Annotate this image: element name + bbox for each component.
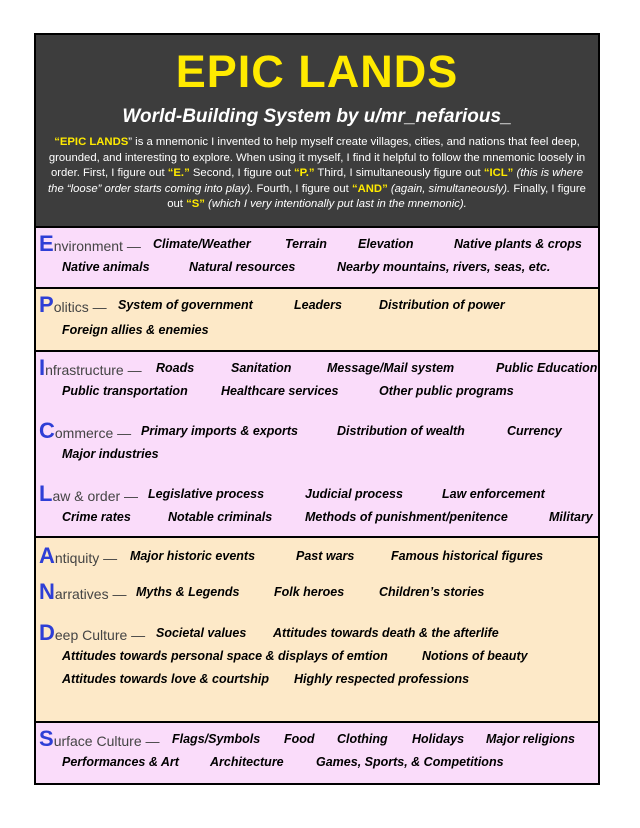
list-item: Currency — [507, 424, 562, 438]
mnemonic-letter: C — [39, 418, 55, 443]
intro-quote: “ — [54, 136, 60, 148]
header-panel — [36, 35, 598, 228]
list-item: Sanitation — [231, 361, 292, 375]
intro-key-e: “E.” — [167, 167, 190, 179]
intro-italic-1: (this is where the “loose” order starts coming into play). — [48, 167, 584, 195]
list-item: Holidays — [412, 732, 465, 746]
environment-row-1 — [36, 231, 598, 255]
infrastructure-row-2 — [36, 379, 598, 403]
intro-text-1: ” is a mnemonic I invented to help myself create villages, cities, and nations that feel deep, grounded, and interesting to explore. When using it myself, I find it helpful to follow the mnemonic loosely in order. First, I figure out — [48, 136, 586, 179]
list-item: Terrain — [285, 237, 327, 251]
section-environment — [36, 228, 598, 289]
subtitle: World-Building System by u/mr_nefarious_ — [122, 106, 512, 127]
mnemonic-letter: N — [39, 579, 55, 604]
section-surface-culture — [36, 723, 598, 783]
mnemonic-letter: A — [39, 543, 55, 568]
list-item: Distribution of wealth — [337, 424, 465, 438]
intro-key-icl: “ICL” — [483, 167, 514, 179]
list-item: Primary imports & exports — [141, 424, 298, 438]
list-item: Flags/Symbols — [172, 732, 261, 746]
intro-key-s: “S” — [186, 198, 205, 210]
list-item: Food — [284, 732, 315, 746]
list-item: Famous historical figures — [391, 549, 544, 563]
list-item: Children’s stories — [379, 585, 485, 599]
list-item: Major historic events — [130, 549, 256, 563]
section-icl — [36, 352, 598, 538]
category-law — [39, 481, 138, 507]
list-item: Attitudes towards death & the afterlife — [273, 626, 499, 640]
list-item: Myths & Legends — [136, 585, 240, 599]
list-item: Crime rates — [62, 510, 131, 524]
list-item: Architecture — [210, 755, 284, 769]
list-item: Other public programs — [379, 384, 514, 398]
category-rest: nvironment — — [53, 238, 141, 254]
mnemonic-letter: P — [39, 292, 54, 317]
list-item: Native plants & crops — [454, 237, 582, 251]
mnemonic-letter: E — [39, 231, 54, 256]
deep-culture-row-1 — [36, 620, 598, 644]
category-narratives — [39, 579, 126, 605]
intro-key-and: “AND” — [351, 182, 388, 195]
list-item: Foreign allies & enemies — [62, 323, 209, 337]
list-item: Societal values — [156, 626, 247, 640]
surface-culture-row-1 — [36, 726, 598, 750]
intro-epic-lands: EPIC LANDS — [59, 136, 129, 148]
intro-paragraph — [42, 135, 592, 213]
list-item: Folk heroes — [274, 585, 345, 599]
section-and — [36, 538, 598, 723]
category-rest: olitics — — [53, 299, 107, 315]
list-item: Message/Mail system — [327, 361, 455, 375]
intro-text-5: Finally, I figure out — [167, 182, 586, 210]
list-item: Legislative process — [148, 487, 265, 501]
list-item: Elevation — [358, 237, 414, 251]
category-rest: nfrastructure — — [45, 362, 142, 378]
antiquity-row — [36, 543, 598, 567]
list-item: Native animals — [62, 260, 150, 274]
poster-frame — [34, 33, 600, 785]
law-row-2 — [36, 505, 598, 529]
intro-text-2: Second, I figure out — [189, 167, 294, 179]
list-item: Distribution of power — [379, 298, 505, 312]
commerce-row-1 — [36, 418, 598, 442]
list-item: Nearby mountains, rivers, seas, etc. — [337, 260, 551, 274]
list-item: Methods of punishment/penitence — [305, 510, 508, 524]
list-item: Notable criminals — [168, 510, 273, 524]
deep-culture-row-3 — [36, 666, 598, 690]
intro-text-3: Third, I simultaneously figure out — [314, 167, 484, 179]
list-item: Notions of beauty — [422, 649, 528, 663]
list-item: Public Education — [496, 361, 598, 375]
list-item: Attitudes towards love & courtship — [62, 672, 269, 686]
list-item: Public transportation — [62, 384, 188, 398]
list-item: Performances & Art — [62, 755, 179, 769]
list-item: Major industries — [62, 447, 159, 461]
category-infrastructure — [39, 355, 142, 381]
category-rest: arratives — — [54, 586, 127, 602]
list-item: Games, Sports, & Competitions — [316, 755, 504, 769]
page-title: EPIC LANDS — [175, 46, 459, 97]
list-item: Clothing — [337, 732, 388, 746]
list-item: Major religions — [486, 732, 575, 746]
list-item: Military — [549, 510, 593, 524]
category-rest: ntiquity — — [54, 550, 118, 566]
list-item: Attitudes towards personal space & displays of emtion — [62, 649, 388, 663]
list-item: System of government — [118, 298, 253, 312]
intro-italic-3: (which I very intentionally put last in the mnemonic). — [204, 198, 467, 210]
mnemonic-letter: I — [39, 355, 46, 380]
commerce-row-2 — [36, 442, 598, 466]
category-rest: ommerce — — [54, 425, 132, 441]
list-item: Roads — [156, 361, 195, 375]
list-item: Highly respected professions — [294, 672, 470, 686]
list-item: Leaders — [294, 298, 342, 312]
list-item: Natural resources — [189, 260, 296, 274]
mnemonic-letter: L — [39, 481, 53, 506]
deep-culture-row-2 — [36, 643, 598, 667]
list-item: Past wars — [296, 549, 355, 563]
intro-text-4: Fourth, I figure out — [253, 182, 352, 195]
politics-row-1 — [36, 292, 598, 316]
mnemonic-letter: S — [39, 726, 54, 751]
list-item: Climate/Weather — [153, 237, 251, 251]
category-commerce — [39, 418, 131, 444]
category-politics — [39, 292, 107, 318]
narratives-row — [36, 579, 598, 603]
list-item: Healthcare services — [221, 384, 339, 398]
mnemonic-letter: D — [39, 620, 55, 645]
list-item: Judicial process — [305, 487, 403, 501]
surface-culture-row-2 — [36, 749, 598, 773]
environment-row-2 — [36, 254, 598, 278]
intro-key-p: “P.” — [293, 167, 315, 179]
intro-italic-2: (again, simultaneously). — [387, 182, 511, 195]
list-item: Law enforcement — [442, 487, 545, 501]
section-politics — [36, 289, 598, 352]
category-rest: aw & order — — [52, 488, 139, 504]
politics-row-2 — [36, 317, 598, 341]
category-antiquity — [39, 543, 117, 569]
law-row-1 — [36, 481, 598, 505]
category-rest: urface Culture — — [53, 733, 160, 749]
category-rest: eep Culture — — [54, 627, 146, 643]
infrastructure-row-1 — [36, 355, 598, 379]
